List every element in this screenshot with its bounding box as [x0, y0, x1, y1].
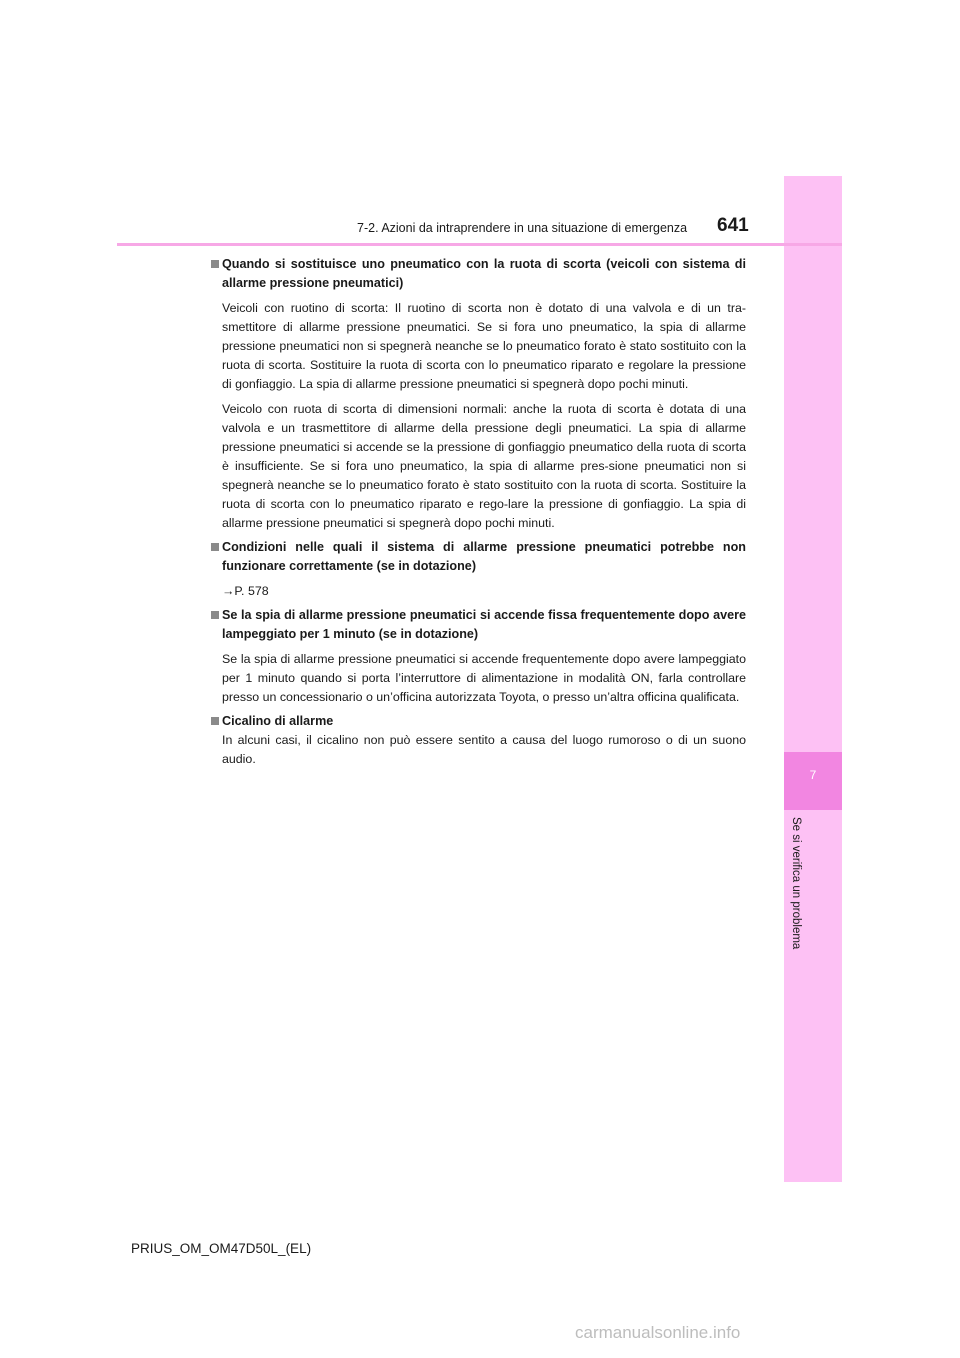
- page-number: 641: [717, 215, 749, 236]
- paragraph: Veicolo con ruota di scorta di dimensioni normali: anche la ruota di scorta è dotata di una valvola e un trasmettitore di allarme della pressione degli pneumatici. La spia di allarme pressione pneumatici si accende se la pressione di gonfiaggio pneumatico della ruota di scorta è insufficiente. Se si fora uno pneumatico, la spia di allarme pres-sione pneumatici non si spegnerà neanche se lo pneumatico forato è stato sostituito con la ruota di scorta. Sostituire la ruota di scorta con lo pneumatico riparato e rego-lare la pressione di gonfiaggio. La spia di allarme pressione pneumatici si spegnerà dopo pochi minuti.: [222, 402, 746, 530]
- paragraph: Se la spia di allarme pressione pneumatici si accende frequentemente dopo avere lampeggiato per 1 minuto quando si porta l’interruttore di alimentazione in modalità ON, farla controllare presso un concessionario o un’officina autorizzata Toyota, o presso un’altra officina qualificata.: [222, 652, 746, 704]
- page-reference-link[interactable]: →P. 578: [222, 584, 269, 598]
- chapter-side-tab: [784, 176, 842, 1182]
- section-warning-buzzer: [211, 712, 746, 769]
- chapter-title: Se si verifica un problema: [790, 817, 802, 950]
- section-heading: Condizioni nelle quali il sistema di allarme pressione pneumatici potrebbe non funzionare correttamente (se in dotazione): [211, 538, 746, 576]
- page-content: [211, 255, 746, 769]
- section-system-malfunction-conditions: [211, 538, 746, 601]
- square-bullet-icon: [211, 543, 219, 551]
- section-heading: Cicalino di allarme: [211, 712, 746, 731]
- header-rule: [117, 243, 842, 246]
- paragraph: In alcuni casi, il cicalino non può essere sentito a causa del luogo rumoroso o di un suono audio.: [222, 733, 746, 766]
- square-bullet-icon: [211, 717, 219, 725]
- section-warning-light-stays-on: [211, 606, 746, 707]
- section-heading: Quando si sostituisce uno pneumatico con la ruota di scorta (veicoli con sistema di allarme pressione pneumatici): [211, 255, 746, 293]
- section-spare-tire-replacement: [211, 255, 746, 533]
- section-title: 7-2. Azioni da intraprendere in una situazione di emergenza: [357, 221, 688, 235]
- square-bullet-icon: [211, 611, 219, 619]
- watermark: carmanualsonline.info: [575, 1323, 741, 1342]
- square-bullet-icon: [211, 260, 219, 268]
- paragraph: Veicoli con ruotino di scorta: Il ruotino di scorta non è dotato di una valvola e di un tra-smettitore di allarme pressione pneumatici. Se si fora uno pneumatico, la spia di allarme pressione pneumatici non si spegnerà neanche se lo pneumatico forato è stato sostituito con la ruota di scorta. Sostituire la ruota di scorta con lo pneumatico riparato e regolare la pressione di gonfiaggio. La spia di allarme pressione pneumatici si spegnerà dopo pochi minuti.: [222, 301, 746, 391]
- section-heading: Se la spia di allarme pressione pneumatici si accende fissa frequentemente dopo avere lampeggiato per 1 minuto (se in dotazione): [211, 606, 746, 644]
- chapter-number: 7: [809, 768, 817, 782]
- document-code: PRIUS_OM_OM47D50L_(EL): [131, 1241, 312, 1256]
